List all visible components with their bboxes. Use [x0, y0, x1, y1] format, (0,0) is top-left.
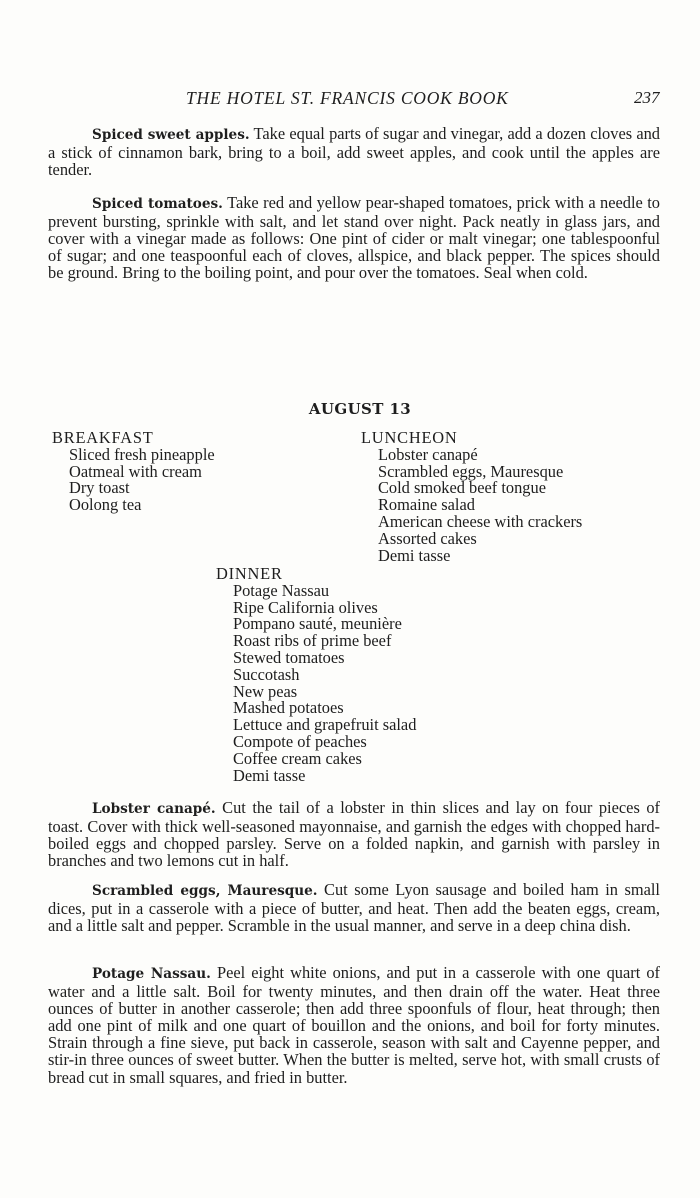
menu-item: Oatmeal with cream — [69, 461, 202, 481]
breakfast-menu — [52, 430, 215, 514]
menu-item: Romaine salad — [378, 495, 475, 515]
recipe-scrambled-eggs-mauresque — [48, 881, 660, 934]
menu-item: Demi tasse — [233, 765, 306, 785]
running-title: THE HOTEL ST. FRANCIS COOK BOOK — [186, 88, 509, 108]
menu-item: Coffee cream cakes — [233, 748, 362, 768]
menu-item: American cheese with crackers — [378, 511, 583, 531]
breakfast-heading: BREAKFAST — [52, 428, 154, 447]
menu-item: Dry toast — [69, 478, 130, 498]
recipe-name: Spiced sweet apples. — [92, 127, 250, 143]
recipe-text: Cut the tail of a lobster in thin slices and lay on four pieces of toast. Cover with thick well-seasoned mayonnaise, and garnish the edges with chopped hard-boiled eggs and chopped parsley. Serve on a folded napkin, and garnish with parsley in branches and two lemons cut in half. — [48, 798, 660, 871]
menu-item: Mashed potatoes — [233, 698, 344, 718]
luncheon-menu — [361, 430, 582, 564]
recipe-name: Spiced tomatoes. — [92, 196, 223, 212]
menu-item: Oolong tea — [69, 495, 142, 515]
menu-item: Roast ribs of prime beef — [233, 631, 392, 651]
menu-item: Lettuce and grapefruit salad — [233, 715, 417, 735]
dinner-menu — [216, 566, 416, 784]
dinner-heading: DINNER — [216, 564, 283, 583]
recipe-lobster-canape — [48, 799, 660, 869]
menu-item: Compote of peaches — [233, 731, 367, 751]
menu-date: AUGUST 13 — [308, 400, 412, 418]
recipe-name: Potage Nassau. — [92, 966, 211, 982]
menu-item: Demi tasse — [378, 545, 451, 565]
recipe-text: Take equal parts of sugar and vinegar, add a dozen cloves and a stick of cinnamon bark, bring to a boil, add sweet apples, and cook until the apples are tender. — [48, 124, 660, 180]
running-head — [0, 88, 700, 110]
menu-item: Stewed tomatoes — [233, 647, 345, 667]
menu-item: Succotash — [233, 664, 300, 684]
recipe-spiced-tomatoes — [48, 194, 660, 281]
menu-item: Assorted cakes — [378, 528, 477, 548]
menu-item: Sliced fresh pineapple — [69, 444, 215, 464]
menu-item: Cold smoked beef tongue — [378, 478, 546, 498]
menu-item: Pompano sauté, meunière — [233, 614, 402, 634]
menu-item: New peas — [233, 681, 298, 701]
recipe-name: Scrambled eggs, Mauresque. — [92, 883, 318, 899]
recipe-name: Lobster canapé. — [92, 801, 216, 817]
menu-item: Potage Nassau — [233, 580, 330, 600]
menu-item: Lobster canapé — [378, 444, 478, 464]
luncheon-heading: LUNCHEON — [361, 428, 458, 447]
recipe-potage-nassau — [48, 964, 660, 1086]
recipe-spiced-sweet-apples — [48, 125, 660, 178]
recipe-text: Peel eight white onions, and put in a casserole with one quart of water and a little salt. Boil for twenty minutes, and then drain off the water. Heat three ounces of butter in another casserole; then add three spoonfuls of flour, heat through; then add one pint of milk and one quart of bouillon and the onions, and boil for forty minutes. Strain through a fine sieve, put back in casserole, season with salt and Cayenne pepper, and stir-in three ounces of sweet butter. When the butter is melted, serve hot, with small crusts of bread cut in small squares, and fried in butter. — [48, 963, 660, 1087]
recipe-text: Take red and yellow pear-shaped tomatoes, prick with a needle to prevent bursting, sprinkle with salt, and let stand over night. Pack neatly in glass jars, and cover with a vinegar made as follows: One pint of cider or malt vinegar; one tablespoonful of sugar; and one teaspoonful each of cloves, allspice, and black pepper. The spices should be ground. Bring to the boiling point, and pour over the tomatoes. Seal when cold. — [48, 193, 661, 283]
recipe-text: Cut some Lyon sausage and boiled ham in small dices, put in a casserole with a piece of butter, and heat. Then add the beaten eggs, cream, and a little salt and pepper. Scramble in the usual manner, and serve in a deep china dish. — [48, 880, 660, 936]
menu-item: Scrambled eggs, Mauresque — [378, 461, 564, 481]
menu-item: Ripe California olives — [233, 597, 378, 617]
page-number: 237 — [634, 88, 660, 107]
